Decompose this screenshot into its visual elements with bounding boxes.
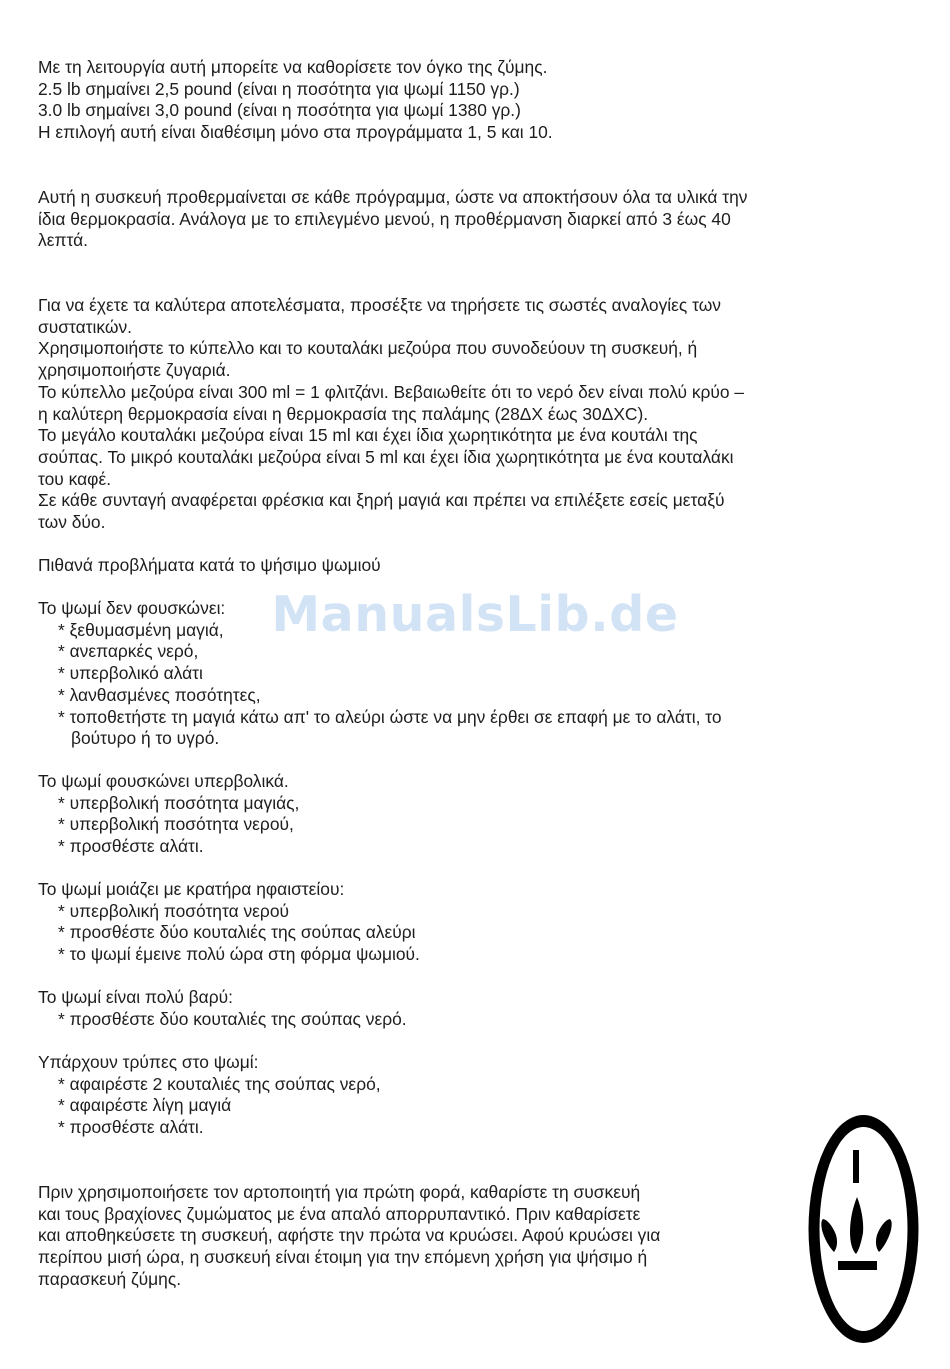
list-item: * τοποθετήστε τη μαγιά κάτω απ' το αλεύρι ώστε να μην έρθει σε επαφή με το αλάτι, το <box>58 706 722 727</box>
list-item: * αφαιρέστε 2 κουταλιές της σούπας νερό, <box>58 1073 381 1094</box>
problem-title: Υπάρχουν τρύπες στο ψωμί: <box>38 1052 259 1072</box>
list-item: * προσθέστε αλάτι. <box>58 1117 204 1138</box>
text-line: σούπας. Το μικρό κουταλάκι μεζούρα είναι 5 ml και έχει ίδια χωρητικότητα με ένα κουταλάκι <box>38 446 734 467</box>
text-line: Το κύπελλο μεζούρα είναι 300 ml = 1 φλιτζάνι. Βεβαιωθείτε ότι το νερό δεν είναι πολύ κρύο – <box>38 381 745 402</box>
text-line: των δύο. <box>38 512 106 533</box>
list-item: * υπερβολική ποσότητα νερού, <box>58 814 294 835</box>
bread-maker-oven-icon <box>805 1111 922 1347</box>
list-item: * προσθέστε αλάτι. <box>58 836 204 857</box>
list-item: * υπερβολική ποσότητα νερού <box>58 900 290 921</box>
text-line: Το μεγάλο κουταλάκι μεζούρα είναι 15 ml και έχει ίδια χωρητικότητα με ένα κουτάλι της <box>38 425 698 446</box>
list-item-continuation: βούτυρο ή το υγρό. <box>71 728 220 749</box>
problem-no-rise <box>38 598 722 750</box>
list-item: * το ψωμί έμεινε πολύ ώρα στη φόρμα ψωμιού. <box>58 944 420 965</box>
text-line: και αποθηκεύσετε τη συσκευή, αφήστε την πρώτα να κρυώσει. Αφού κρυώσει για <box>38 1225 661 1246</box>
text-line: λεπτά. <box>38 230 88 251</box>
text-line: χρησιμοποιήστε ζυγαριά. <box>38 360 231 381</box>
text-line: Πριν χρησιμοποιήσετε τον αρτοποιητή για πρώτη φορά, καθαρίστε τη συσκευή <box>38 1182 641 1202</box>
watermark: ManualsLib.de <box>271 586 679 643</box>
problem-heavy <box>38 987 407 1030</box>
problem-title: Το ψωμί μοιάζει με κρατήρα ηφαιστείου: <box>38 879 345 899</box>
list-item: * προσθέστε δύο κουταλιές της σούπας νερό. <box>58 1008 407 1029</box>
volume-section <box>38 57 553 144</box>
list-item: * ξεθυμασμένη μαγιά, <box>58 619 224 640</box>
list-item: * υπερβολική ποσότητα μαγιάς, <box>58 792 300 813</box>
problem-title: Το ψωμί είναι πολύ βαρύ: <box>38 987 233 1007</box>
text-line: Σε κάθε συνταγή αναφέρεται φρέσκια και ξηρή μαγιά και πρέπει να επιλέξετε εσείς μεταξύ <box>38 490 725 511</box>
text-line: και τους βραχίονες ζυμώματος με ένα απαλό απορρυπαντικό. Πριν καθαρίσετε <box>38 1203 641 1224</box>
problem-crater <box>38 879 420 966</box>
problem-holes <box>38 1052 381 1139</box>
text-line: Για να έχετε τα καλύτερα αποτελέσματα, προσέξτε να τηρήσετε τις σωστές αναλογίες των <box>38 295 722 315</box>
text-line: 3.0 lb σημαίνει 3,0 pound (είναι η ποσότητα για ψωμί 1380 γρ.) <box>38 100 521 121</box>
problem-over-rise <box>38 771 299 858</box>
list-item: * ανεπαρκές νερό, <box>58 641 199 662</box>
tips-section <box>38 295 744 534</box>
text-line: του καφέ. <box>38 468 112 489</box>
list-item: * αφαιρέστε λίγη μαγιά <box>58 1095 232 1116</box>
cleaning-section <box>38 1182 660 1291</box>
list-item: * λανθασμένες ποσότητες, <box>58 684 261 705</box>
text-line: Αυτή η συσκευή προθερμαίνεται σε κάθε πρόγραμμα, ώστε να αποκτήσουν όλα τα υλικά την <box>38 187 748 207</box>
list-item: * υπερβολικό αλάτι <box>58 663 203 684</box>
preheat-section <box>38 187 747 252</box>
text-line: Χρησιμοποιήστε το κύπελλο και το κουταλάκι μεζούρα που συνοδεύουν τη συσκευή, ή <box>38 338 698 359</box>
text-line: 2.5 lb σημαίνει 2,5 pound (είναι η ποσότητα για ψωμί 1150 γρ.) <box>38 78 520 99</box>
list-item: * προσθέστε δύο κουταλιές της σούπας αλεύρι <box>58 922 416 943</box>
text-line: Με τη λειτουργία αυτή μπορείτε να καθορίσετε τον όγκο της ζύμης. <box>38 57 548 77</box>
text-line: η καλύτερη θερμοκρασία είναι η θερμοκρασία της παλάμης (28ΔΧ έως 30ΔΧC). <box>38 403 649 424</box>
text-line: παρασκευή ζύμης. <box>38 1268 182 1289</box>
problems-heading: Πιθανά προβλήματα κατά το ψήσιμο ψωμιού <box>38 555 381 575</box>
text-line: Η επιλογή αυτή είναι διαθέσιμη μόνο στα προγράμματα 1, 5 και 10. <box>38 122 553 143</box>
text-line: συστατικών. <box>38 316 132 337</box>
problem-title: Το ψωμί φουσκώνει υπερβολικά. <box>38 771 289 791</box>
text-line: ίδια θερμοκρασία. Ανάλογα με το επιλεγμένο μενού, η προθέρμανση διαρκεί από 3 έως 40 <box>38 208 731 229</box>
problem-title: Το ψωμί δεν φουσκώνει: <box>38 598 226 618</box>
text-line: περίπου μισή ώρα, η συσκευή είναι έτοιμη για την επόμενη χρήση για ψήσιμο ή <box>38 1247 648 1268</box>
